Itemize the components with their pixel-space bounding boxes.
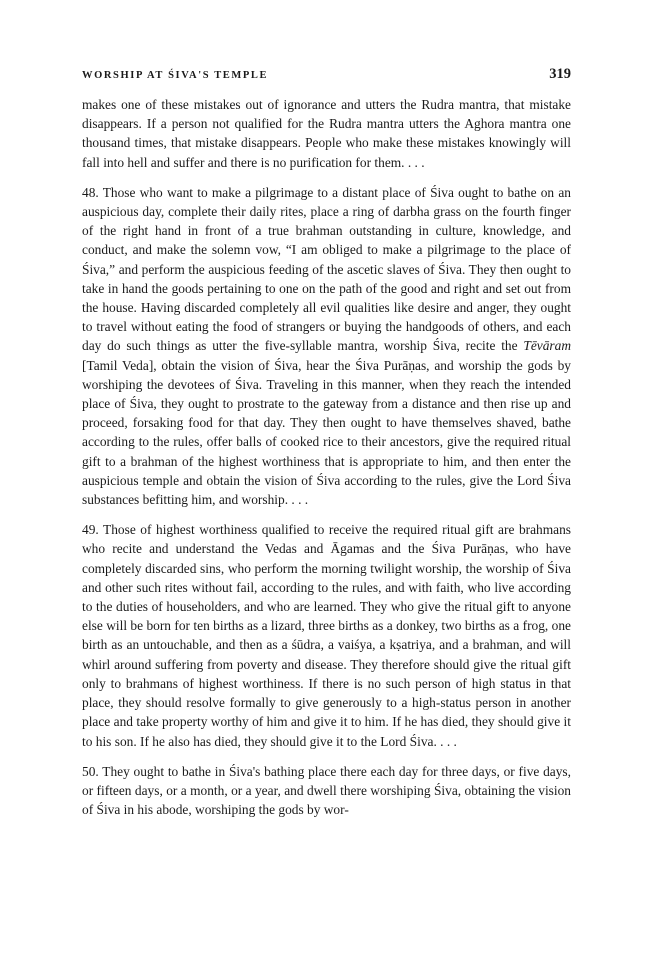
paragraph-continued: makes one of these mistakes out of ignorance and utters the Rudra mantra, that mistake disappears. If a person not qualified for the Rudra mantra utters the Aghora mantra one thousand times, that mistake disappears. People who make these mistakes knowingly will fall into hell and suffer and there is no purification for them. . . . xyxy=(82,97,571,170)
paragraph-49: 49. Those of highest worthiness qualified to receive the required ritual gift are brahmans who recite and understand the Vedas and Āgamas and the Śiva Purāṇas, who have completely discarded sins, who perform the morning twilight worship, the worship of Śiva and other such rites without fail, according to the rules, and with faith, who live according to the duties of householders, and who are learned. They who give the ritual gift to anyone else will be born for ten births as a lizard, three births as a donkey, two births as a frog, one birth as an untouchable, and then as a śūdra, a vaiśya, a kṣatriya, and a brahman, and will whirl around suffering from poverty and disease. They therefore should give the ritual gift only to brahmans of highest worthiness. If there is no such person of high status in that place, they should resolve formally to give generously to a high-status person in another place and take property worthy of him and give it to him. If he has died, they should give it to his son. If he also has died, they should give it to the Lord Śiva. . . . xyxy=(82,522,571,749)
paragraph-50: 50. They ought to bathe in Śiva's bathing place there each day for three days, or five days, or fifteen days, or a month, or a year, and dwell there worshiping Śiva, obtaining the vision of Śiva in his abode, worshiping the gods by wor- xyxy=(82,763,571,818)
paragraph-48 xyxy=(82,183,571,509)
page-header xyxy=(82,66,571,83)
paragraph-48-text: 48. Those who want to make a pilgrimage to a distant place of Śiva ought to bathe on an auspicious day, complete their daily rites, place a ring of darbha grass on the fourth finger of the right hand in front of a true brahman outstanding in culture, knowledge, and conduct, and make the solemn vow, “I am obliged to make a pilgrimage to the place of Śiva,” and perform the auspicious feeding of the ascetic slaves of Śiva. They then ought to take in hand the goods pertaining to one on the path of the good and right and set out from the house. Having discarded completely all evil qualities like desire and anger, they ought to travel without eating the food of strangers or buying the handgoods of others, and each day do such things as utter the five-syllable mantra, worship Śiva, recite the xyxy=(82,184,571,354)
running-head: WORSHIP AT ŚIVA'S TEMPLE xyxy=(82,70,269,81)
page-number: 319 xyxy=(549,66,571,82)
tevaram-title: Tēvāram xyxy=(523,338,571,354)
paragraph-48-rest: [Tamil Veda], obtain the vision of Śiva, hear the Śiva Purāṇas, and worship the gods by worshiping the devotees of Śiva. Traveling in this manner, when they reach the intended place of Śiva, they ought to prostrate to the gateway from a distance and then rise up and proceed, forsaking food for that day. They then ought to have themselves shaved, bathe according to the rules, offer balls of cooked rice to their ancestors, give the required ritual gift to a brahman of the highest worthiness that is appropriate to him, and then enter the auspicious temple and obtain the vision of Śiva according to the rules, give the Lord Śiva substances befitting him, and worship. . . . xyxy=(82,357,571,508)
